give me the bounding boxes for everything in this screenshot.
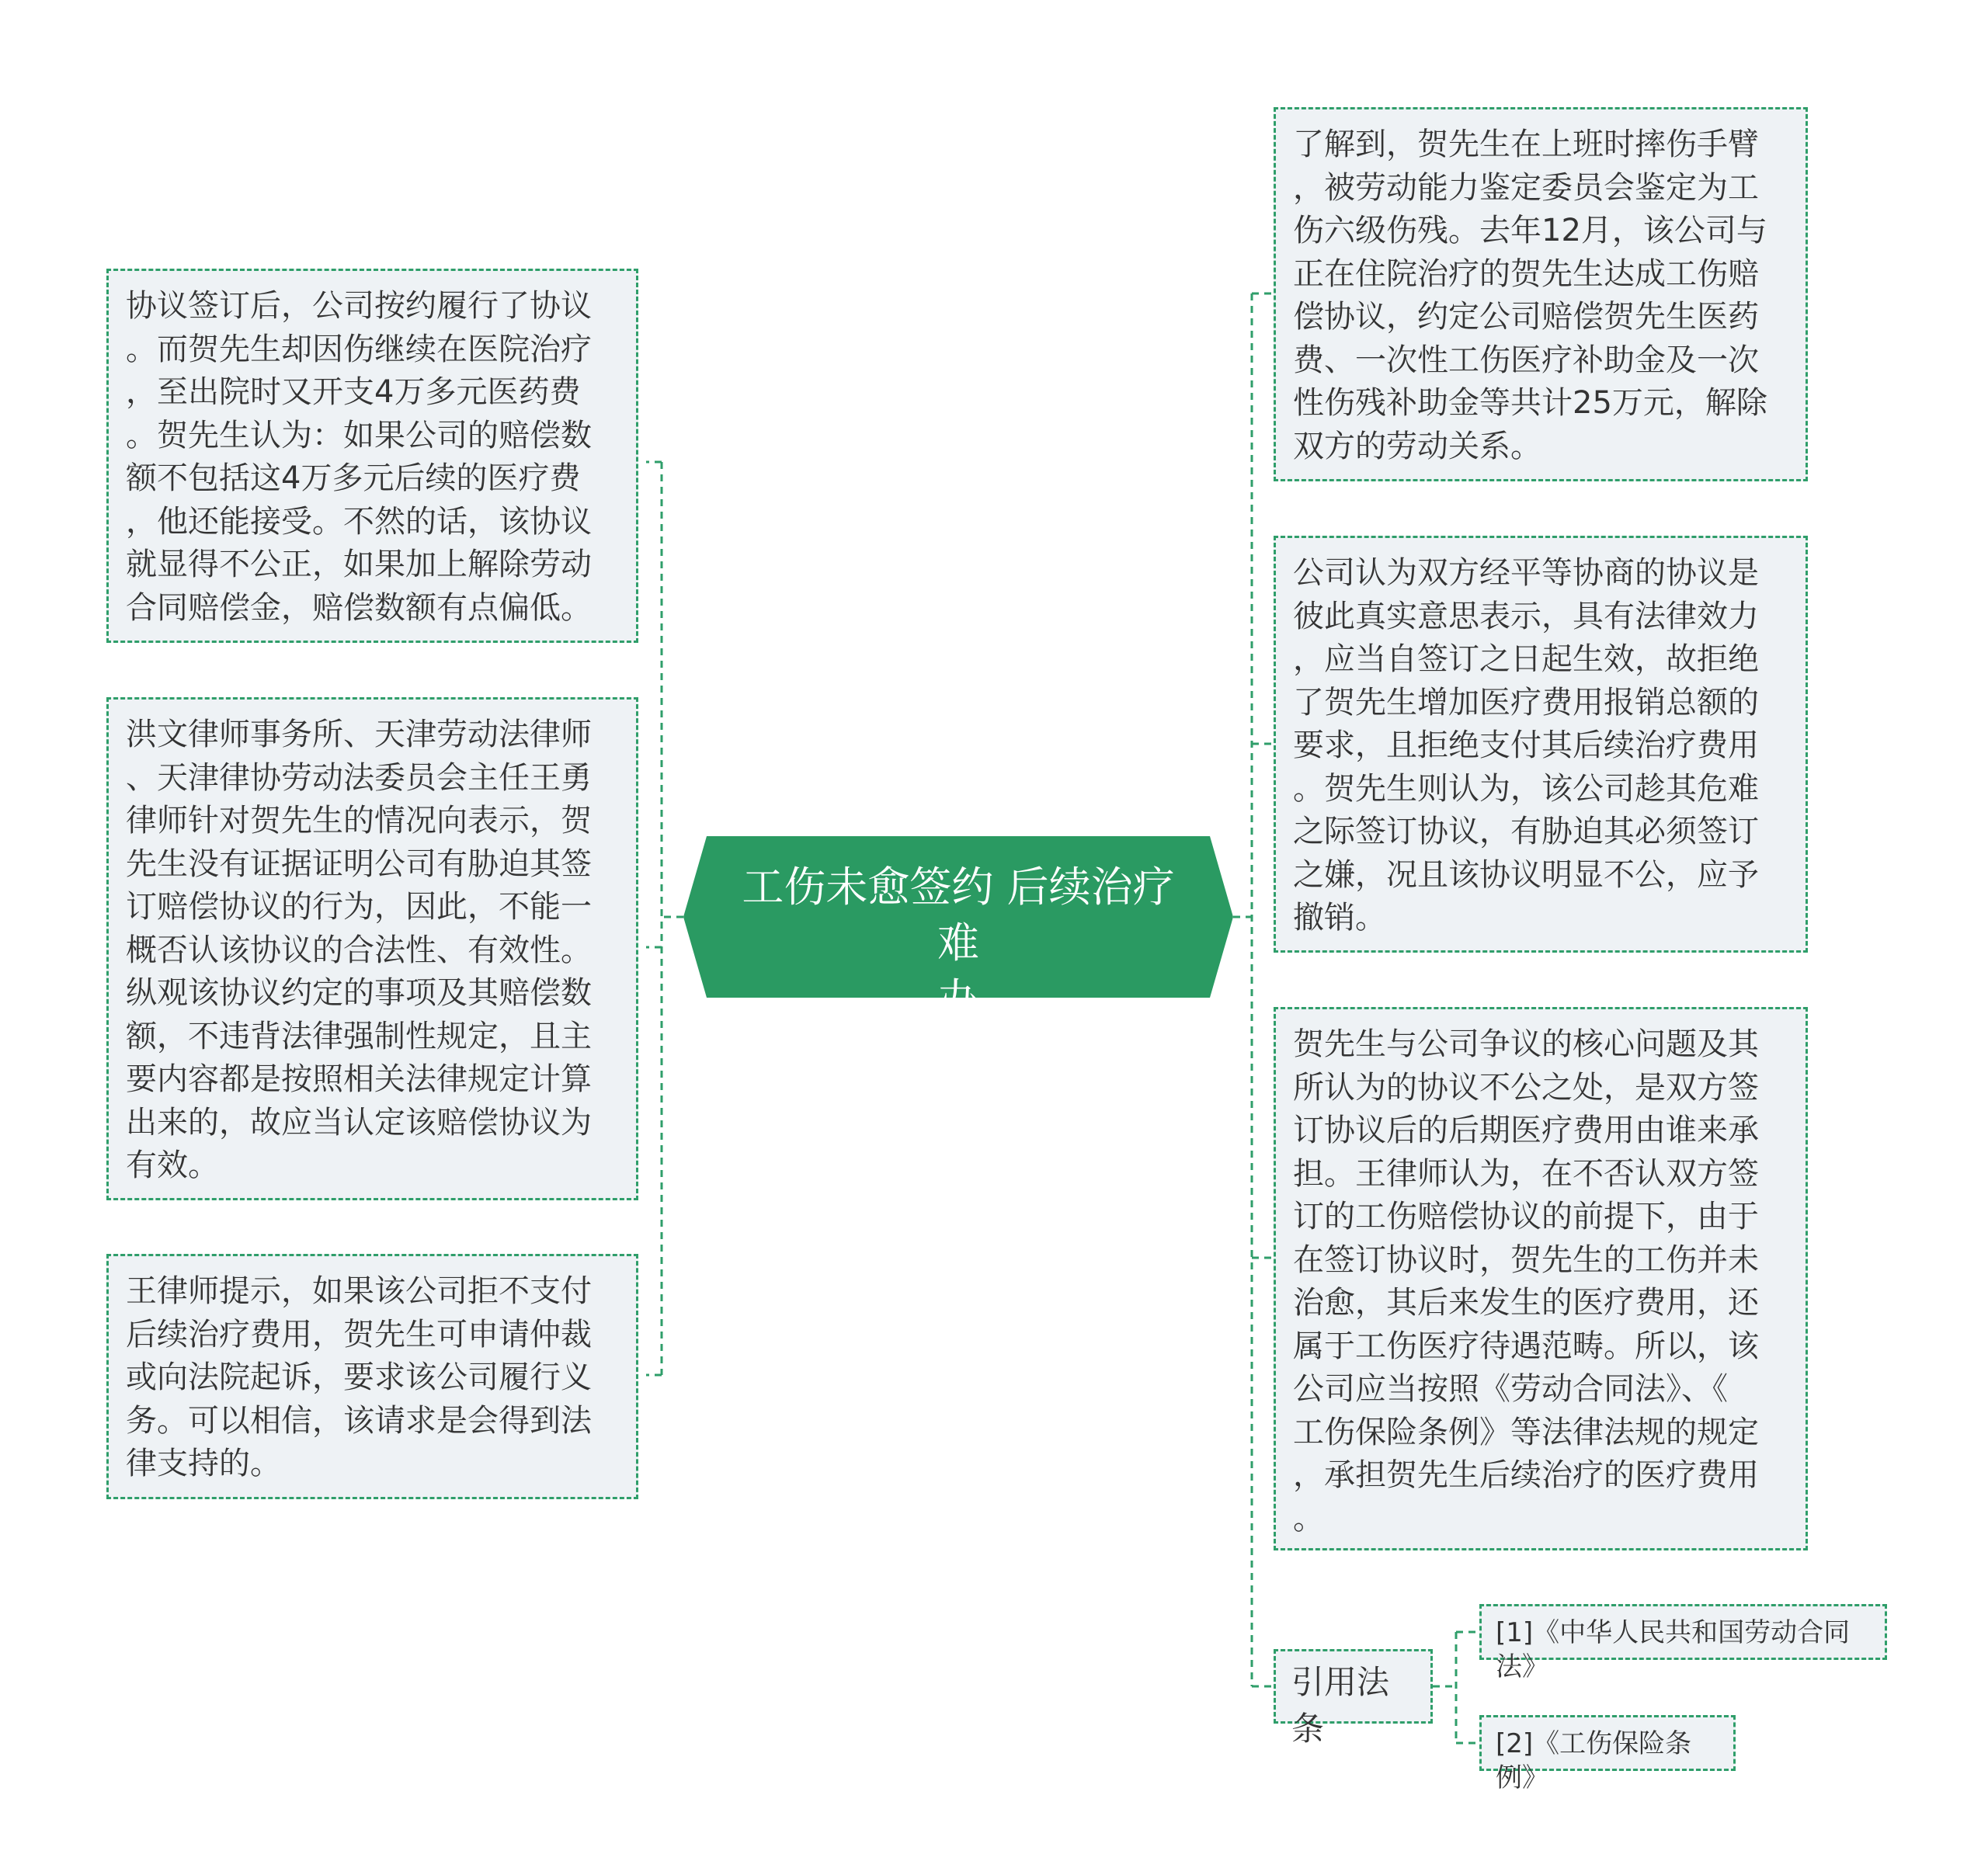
citation-item-work-injury-regulations[interactable]: [2]《工伤保险条例》 bbox=[1479, 1715, 1736, 1771]
right-node-company-position[interactable]: 公司认为双方经平等协商的协议是 彼此真实意思表示，具有法律效力 ，应当自签订之日起生效，故拒绝 了贺先生增加医疗费用报销总额的 要求，且拒绝支付其后续治疗费用 。贺先生则认为，该公司趁其危难 之际签订协议，有胁迫其必须签订 之嫌，况且该协议明显不公，应予 撤销。 bbox=[1274, 536, 1808, 953]
right-node-background[interactable]: 了解到，贺先生在上班时摔伤手臂 ，被劳动能力鉴定委员会鉴定为工 伤六级伤残。去年12月，该公司与 正在住院治疗的贺先生达成工伤赔 偿协议，约定公司赔偿贺先生医药 费、一次性工伤医疗补助金及一次 性伤残补助金等共计25万元，解除 双方的劳动关系。 bbox=[1274, 107, 1808, 481]
central-topic[interactable] bbox=[683, 836, 1233, 1023]
right-node-core-issue[interactable]: 贺先生与公司争议的核心问题及其 所认为的协议不公之处，是双方签 订协议后的后期医疗费用由谁来承 担。王律师认为，在不否认双方签 订的工伤赔偿协议的前提下，由于 在签订协议时，贺先生的工伤并未 治愈，其后来发生的医疗费用，还 属于工伤医疗待遇范畴。所以，该 公司应当按照《劳动合同法》、《 工伤保险条例》等法律法规的规定 ，承担贺先生后续治疗的医疗费用 。 bbox=[1274, 1007, 1808, 1550]
left-node-lawyer-advice[interactable]: 王律师提示，如果该公司拒不支付 后续治疗费用，贺先生可申请仲裁 或向法院起诉，要求该公司履行义 务。可以相信，该请求是会得到法 律支持的。 bbox=[106, 1254, 638, 1499]
citation-label[interactable]: 引用法条 bbox=[1274, 1649, 1433, 1724]
connector-right-trunk bbox=[1233, 293, 1252, 1686]
left-node-agreement-performance[interactable]: 协议签订后，公司按约履行了协议 。而贺先生却因伤继续在医院治疗 ，至出院时又开支4万多元医药费 。贺先生认为：如果公司的赔偿数 额不包括这4万多元后续的医疗费 ，他还能接受。不然的话，该协议 就显得不公正，如果加上解除劳动 合同赔偿金，赔偿数额有点偏低。 bbox=[106, 269, 638, 643]
connector-left-trunk bbox=[662, 462, 683, 1375]
citation-item-labor-contract-law[interactable]: [1]《中华人民共和国劳动合同法》 bbox=[1479, 1604, 1887, 1660]
connector-citation-trunk bbox=[1433, 1632, 1456, 1743]
left-node-lawyer-opinion[interactable]: 洪文律师事务所、天津劳动法律师 、天津律协劳动法委员会主任王勇 律师针对贺先生的情况向表示，贺 先生没有证据证明公司有胁迫其签 订赔偿协议的行为，因此，不能一 概否认该协议的合法性、有效性。 纵观该协议约定的事项及其赔偿数 额，不违背法律强制性规定，且主 要内容都是按照相关法律规定计算 出来的，故应当认定该赔偿协议为 有效。 bbox=[106, 697, 638, 1200]
central-topic-title: 工伤未愈签约 后续治疗难 办 bbox=[742, 863, 1175, 1023]
